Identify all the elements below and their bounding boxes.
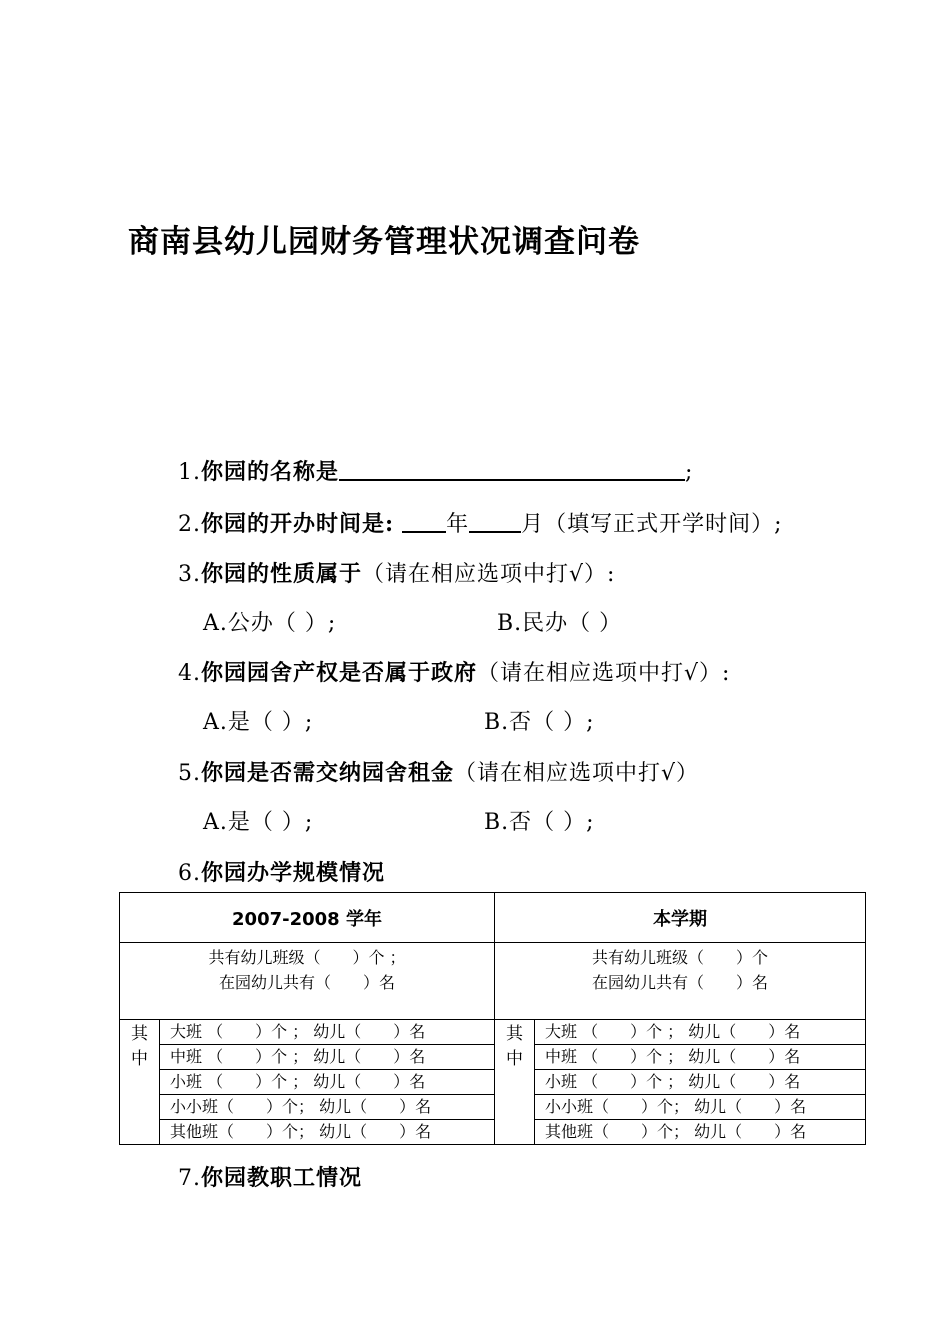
question-note: （请在相应选项中打√）:: [477, 661, 731, 686]
school-scale-table: [119, 892, 866, 1145]
question-tail: ;: [685, 460, 694, 485]
question-number: 5.: [178, 761, 201, 786]
class-row[interactable]: 中班 （ ）个 ； 幼儿（ ）名: [160, 1045, 495, 1070]
class-row[interactable]: 小小班（ ）个； 幼儿（ ）名: [535, 1095, 866, 1120]
class-row[interactable]: 其他班（ ）个； 幼儿（ ）名: [160, 1120, 495, 1145]
question-number: 2.: [178, 512, 201, 537]
question-6: [178, 856, 385, 887]
class-row[interactable]: 小班 （ ）个 ； 幼儿（ ）名: [160, 1070, 495, 1095]
question-3: [178, 557, 615, 588]
class-row[interactable]: 大班 （ ）个 ； 幼儿（ ）名: [160, 1020, 495, 1045]
class-row[interactable]: 小小班（ ）个； 幼儿（ ）名: [160, 1095, 495, 1120]
year-blank[interactable]: [402, 511, 446, 533]
qizhong-text: 其中: [131, 1024, 148, 1069]
option-a[interactable]: A.公办（ ）;: [203, 611, 337, 636]
class-row[interactable]: 大班 （ ）个 ； 幼儿（ ）名: [535, 1020, 866, 1045]
question-note: （请在相应选项中打√）: [454, 761, 700, 786]
option-a[interactable]: A.是（ ）;: [203, 810, 314, 835]
class-row[interactable]: 小班 （ ）个 ； 幼儿（ ）名: [535, 1070, 866, 1095]
question-text: 你园园舍产权是否属于政府: [201, 660, 478, 686]
qizhong-text: 其中: [506, 1024, 523, 1069]
question-number: 1.: [178, 460, 201, 485]
question-2: [178, 507, 783, 538]
question-text: 你园的性质属于: [201, 561, 363, 587]
question-text: 你园办学规模情况: [201, 860, 386, 886]
qizhong-label: [495, 1020, 535, 1145]
question-number: 7.: [178, 1166, 201, 1191]
name-blank[interactable]: [339, 459, 685, 481]
document-title: 商南县幼儿园财务管理状况调查问卷: [128, 224, 640, 260]
summary-line[interactable]: 在园幼儿共有（ ）名: [591, 973, 768, 992]
class-row[interactable]: 其他班（ ）个； 幼儿（ ）名: [535, 1120, 866, 1145]
header-current-term: 本学期: [495, 893, 866, 943]
option-b[interactable]: B.民办（ ）: [497, 611, 623, 636]
month-label: 月: [521, 512, 545, 537]
summary-line[interactable]: 共有幼儿班级（ ）个: [591, 948, 768, 967]
option-a[interactable]: A.是（ ）;: [203, 710, 314, 735]
question-text: 你园教职工情况: [201, 1165, 363, 1191]
question-4: [178, 656, 730, 687]
option-b[interactable]: B.否（ ）;: [484, 810, 595, 835]
option-b[interactable]: B.否（ ）;: [484, 710, 595, 735]
year-label: 年: [446, 512, 470, 537]
question-5: [178, 756, 699, 787]
qizhong-label: [120, 1020, 160, 1145]
question-number: 6.: [178, 861, 201, 886]
question-note: （填写正式开学时间）;: [544, 512, 783, 537]
question-7: [178, 1161, 362, 1192]
summary-line[interactable]: 共有幼儿班级（ ）个 ；: [208, 948, 406, 967]
header-2007-2008: 2007-2008 学年: [120, 893, 495, 943]
question-note: （请在相应选项中打√）:: [362, 562, 616, 587]
month-blank[interactable]: [469, 511, 521, 533]
class-row[interactable]: 中班 （ ）个 ； 幼儿（ ）名: [535, 1045, 866, 1070]
question-number: 3.: [178, 562, 201, 587]
question-1: [178, 455, 693, 486]
question-number: 4.: [178, 661, 201, 686]
summary-right: [495, 943, 866, 1020]
summary-left: [120, 943, 495, 1020]
question-text: 你园的开办时间是:: [201, 511, 395, 537]
question-text: 你园是否需交纳园舍租金: [201, 760, 455, 786]
question-text: 你园的名称是: [201, 459, 340, 485]
summary-line[interactable]: 在园幼儿共有（ ）名: [218, 973, 395, 992]
